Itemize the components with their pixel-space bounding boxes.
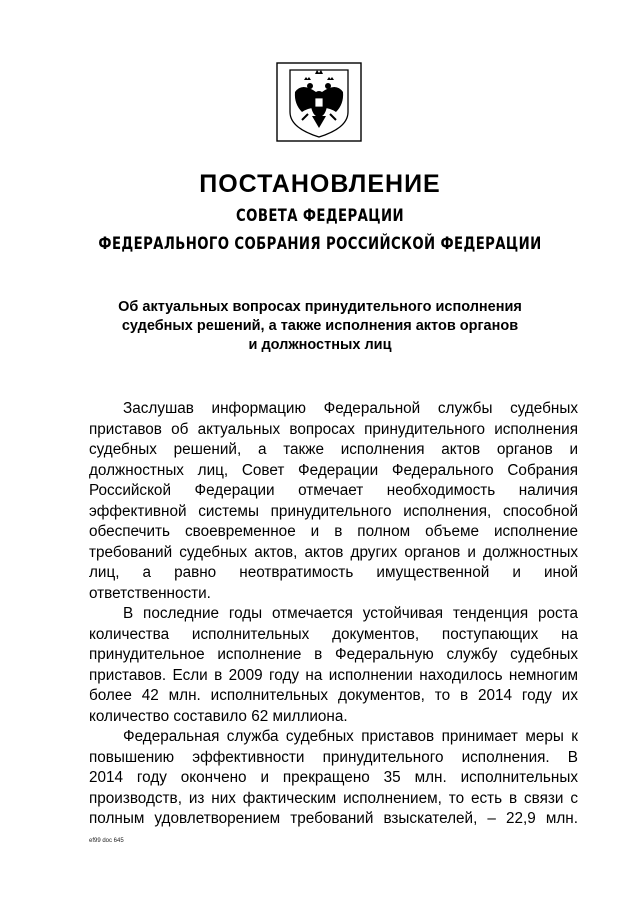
- text-line: более 42 млн. исполнительных документов, то в 2014 году их: [89, 687, 578, 704]
- text-line: судебных решений, а также исполнения актов органов и: [89, 441, 578, 458]
- text-line: ответственности.: [89, 584, 211, 602]
- text-line: Российской Федерации отмечает необходимость наличия: [89, 482, 578, 499]
- paragraph-3: [89, 727, 578, 830]
- text-line: повышению эффективности принудительного исполнения. В: [89, 748, 578, 766]
- text-line: В последние годы отмечается устойчивая тенденция роста: [123, 605, 578, 622]
- document-body: [89, 399, 578, 830]
- text-line: Заслушав информацию Федеральной службы судебных: [123, 400, 578, 417]
- document-code: ef99 doc 645: [89, 838, 124, 844]
- subject-line: и должностных лиц: [248, 337, 392, 353]
- subject-line: судебных решений, а также исполнения актов органов: [121, 318, 519, 334]
- text-line: приставов об актуальных вопросах принудительного исполнения: [89, 420, 578, 438]
- document-title: ПОСТАНОВЛЕНИЕ: [199, 170, 441, 198]
- text-line: производств, из них фактическим исполнением, то есть в связи с: [89, 789, 578, 807]
- text-line: должностных лиц, Совет Федерации Федерального Собрания: [89, 461, 578, 479]
- issuer-line-1: СОВЕТА ФЕДЕРАЦИИ: [236, 206, 404, 226]
- document-subject: [100, 298, 540, 355]
- text-line: полным удовлетворением требований взыскателей, – 22,9 млн.: [89, 810, 578, 827]
- text-line: Федеральная служба судебных приставов принимает меры к: [123, 728, 578, 745]
- text-line: требований судебных актов, актов других органов и должностных: [89, 543, 578, 561]
- paragraph-2: [89, 604, 578, 727]
- text-line: приставов. Если в 2009 году на исполнении находилось немногим: [89, 666, 578, 684]
- text-line: эффективной системы принудительного исполнения, способной: [89, 502, 578, 520]
- text-line: количество составило 62 миллиона.: [89, 707, 348, 725]
- text-line: принудительное исполнение в Федеральную службу судебных: [89, 646, 578, 663]
- paragraph-1: [89, 399, 578, 604]
- issuer-line-2: ФЕДЕРАЛЬНОГО СОБРАНИЯ РОССИЙСКОЙ ФЕДЕРАЦИИ: [98, 234, 542, 254]
- text-line: 2014 году окончено и прекращено 35 млн. исполнительных: [89, 769, 578, 786]
- text-line: обеспечить своевременное и в полном объеме исполнение: [89, 523, 578, 540]
- subject-line: Об актуальных вопросах принудительного исполнения: [118, 299, 522, 315]
- text-line: лиц, а равно неотвратимость имущественной и иной: [89, 564, 578, 581]
- coat-of-arms-icon: [276, 62, 362, 142]
- text-line: количества исполнительных документов, поступающих на: [89, 625, 578, 643]
